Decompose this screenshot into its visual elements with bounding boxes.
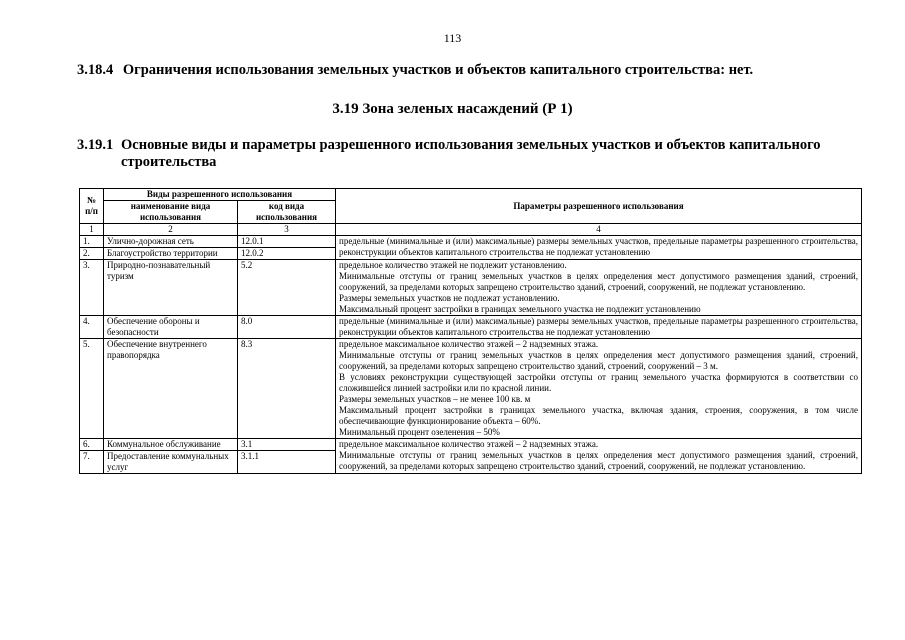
row-name: Предоставление коммунальных услуг [104, 451, 238, 474]
row-params [336, 439, 862, 474]
row-no: 7. [80, 451, 104, 474]
params-line: Минимальные отступы от границ земельных участков в целях определения мест допустимого размещения зданий, строений, сооружений, за пределами которых запрещено строительство зданий, строений, сооружений – 3 м. [339, 350, 858, 371]
row-code: 8.3 [238, 339, 336, 439]
params-line: Размеры земельных участков – не менее 100 кв. м [339, 394, 531, 404]
params-line: В условиях реконструкции существующей застройки отступы от границ земельного участка формируются в соответствии со сложившейся линией застройки или по красной линии. [339, 372, 858, 393]
row-no: 6. [80, 439, 104, 451]
row-code: 3.1.1 [238, 451, 336, 474]
index-cell: 1 [80, 224, 104, 236]
row-name: Природно-познавательный туризм [104, 260, 238, 316]
row-params: предельные (минимальные и (или) максимальные) размеры земельных участков, предельные параметры разрешенного строительства, реконструкции объектов капитального строительства не подлежат установлению [336, 316, 862, 339]
section-title: Основные виды и параметры разрешенного использования земельных участков и объектов капитального строительства [121, 137, 821, 170]
table-row [80, 339, 862, 439]
table-index-row [80, 224, 862, 236]
table-header-row [80, 189, 862, 201]
row-name: Благоустройство территории [104, 248, 238, 260]
section-3-18-4-heading [77, 62, 867, 79]
row-name: Обеспечение обороны и безопасности [104, 316, 238, 339]
table-row [80, 439, 862, 451]
params-line: Минимальные отступы от границ земельных участков в целях определения мест допустимого размещения зданий, строений, сооружений, за пределами которых запрещено строительство зданий, строений, сооружений, не подлежат установлению. [339, 271, 858, 292]
row-name: Обеспечение внутреннего правопорядка [104, 339, 238, 439]
row-no: 1. [80, 236, 104, 248]
header-code: код вида использования [238, 201, 336, 224]
params-line: предельное максимальное количество этажей – 2 надземных этажа. [339, 439, 599, 449]
params-line: Минимальные отступы от границ земельных участков в целях определения мест допустимого размещения зданий, строений, сооружений, за пределами которых запрещено строительство зданий, строений, сооружений, не подлежат установлению. [339, 450, 858, 471]
section-3-19-heading: 3.19 Зона зеленых насаждений (Р 1) [332, 101, 573, 117]
params-line: Размеры земельных участков не подлежат установлению. [339, 293, 560, 303]
section-3-19-1-heading [77, 137, 867, 171]
table-row [80, 316, 862, 339]
row-code: 5.2 [238, 260, 336, 316]
row-code: 8.0 [238, 316, 336, 339]
row-no: 5. [80, 339, 104, 439]
header-name: наименование вида использования [104, 201, 238, 224]
table-row [80, 260, 862, 316]
header-no: № п/п [80, 189, 104, 224]
row-code: 12.0.1 [238, 236, 336, 248]
permitted-use-table [79, 188, 862, 474]
index-cell: 4 [336, 224, 862, 236]
header-params: Параметры разрешенного использования [336, 189, 862, 224]
row-name: Улично-дорожная сеть [104, 236, 238, 248]
row-name: Коммунальное обслуживание [104, 439, 238, 451]
row-code: 3.1 [238, 439, 336, 451]
params-line: предельное количество этажей не подлежит установлению. [339, 260, 567, 270]
index-cell: 3 [238, 224, 336, 236]
section-number: 3.19.1 [77, 137, 114, 153]
index-cell: 2 [104, 224, 238, 236]
row-params: предельные (минимальные и (или) максимальные) размеры земельных участков, предельные параметры разрешенного строительства, реконструкции объектов капитального строительства не подлежат установлению [336, 236, 862, 260]
params-line: предельное максимальное количество этажей – 2 надземных этажа. [339, 339, 599, 349]
params-line: Максимальный процент застройки в границах земельного участка не подлежит установлению [339, 304, 701, 314]
section-number: 3.18.4 [77, 62, 114, 78]
row-params [336, 260, 862, 316]
row-no: 3. [80, 260, 104, 316]
row-params [336, 339, 862, 439]
row-no: 4. [80, 316, 104, 339]
params-line: Минимальный процент озеленения – 50% [339, 427, 500, 437]
page-number: 113 [443, 31, 462, 45]
section-title: Ограничения использования земельных участков и объектов капитального строительства: нет. [122, 62, 754, 78]
table-row [80, 236, 862, 248]
params-line: Максимальный процент застройки в границах земельного участка, включая здания, строения, сооружения, в том числе обеспечивающие функционирование объекта – 60%. [339, 405, 858, 426]
row-no: 2. [80, 248, 104, 260]
header-group: Виды разрешенного использования [104, 189, 336, 201]
row-code: 12.0.2 [238, 248, 336, 260]
